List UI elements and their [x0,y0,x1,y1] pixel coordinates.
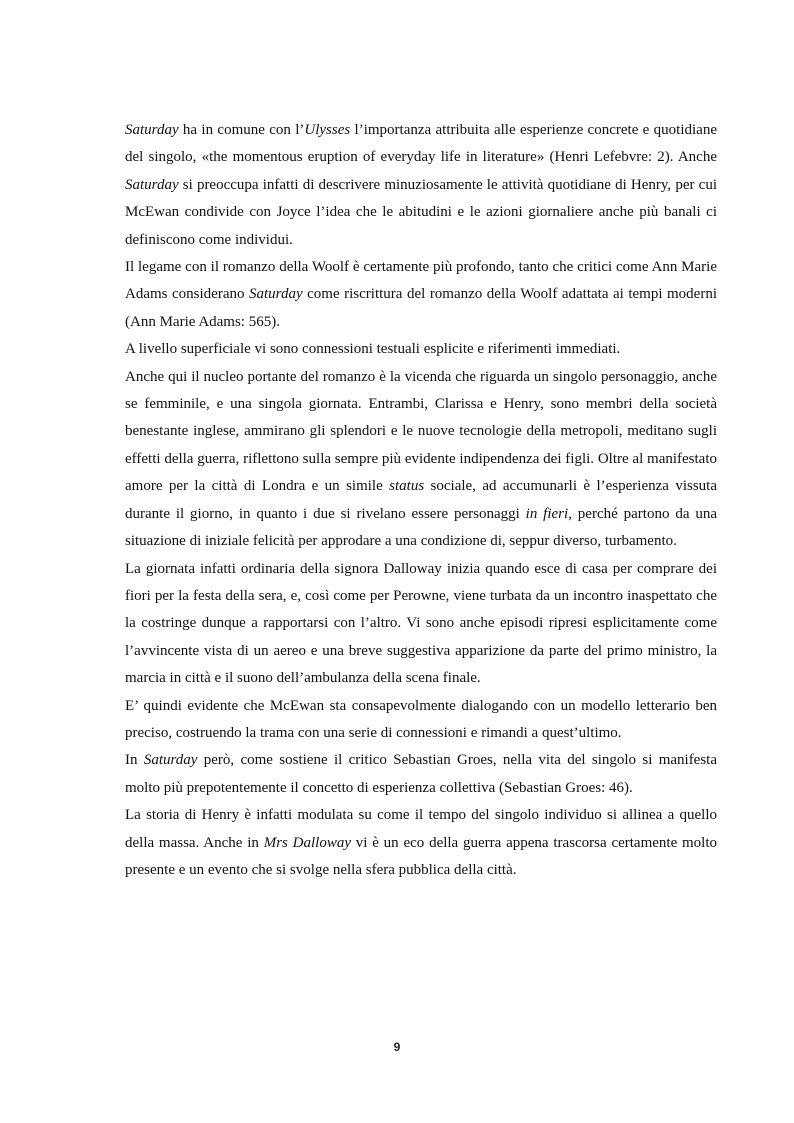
text-run: La storia di Henry è infatti modulata su come il tempo del singolo individuo si allinea a quello della massa. Anche in [125,807,717,851]
paragraph [125,556,717,693]
paragraph [125,364,717,556]
text-run: come riscrittura del romanzo della Woolf adattata ai tempi moderni (Ann Marie Adams: 565). [125,286,718,330]
italic-text: Saturday [125,176,179,193]
italic-text: status [389,478,425,495]
text-run: La giornata infatti ordinaria della signora Dalloway inizia quando esce di casa per comprare dei fiori per la festa della sera, e, così come per Perowne, viene turbata da un incontro inaspettato che la costringe dunque a rapportarsi con l’altro. Vi sono anche episodi ripresi esplicitamente come l’avvincente vista di un aereo e una breve suggestiva apparizione da parte del primo ministro, la marcia in città e il suono dell’ambulanza della scena finale. [125,560,717,687]
italic-text: Saturday [125,122,179,138]
text-run: vi è un eco della guerra appena trascorsa certamente molto presente e un evento che si svolge nella sfera pubblica della città. [125,834,718,878]
text-run: , perché partono da una situazione di iniziale felicità per approdare a una condizione di, seppur diverso, turbamento. [125,505,717,550]
italic-text: Saturday [143,752,198,769]
paragraph [125,254,717,336]
paragraph [125,117,717,254]
text-run: E’ quindi evidente che McEwan sta consapevolmente dialogando con un modello letterario ben preciso, costruendo la trama con una serie di connessioni e rimandi a quest’ultimo. [125,697,717,741]
text-run: però, come sostiene il critico Sebastian Groes, nella vita del singolo si manifesta molto più prepotentemente il concetto di esperienza collettiva (Sebastian Groes: 46). [125,752,718,796]
italic-text: Ulysses [304,122,351,138]
text-run: Il legame con il romanzo della Woolf è certamente più profondo, tanto che critici come Ann Marie Adams considerano [125,259,717,303]
paragraph [125,802,717,884]
text-run: l’importanza attribuita alle esperienze concrete e quotidiane del singolo, «the momentous eruption of everyday life in literature» (Henri Lefebvre: 2). Anche [125,122,717,166]
body-text [125,117,717,884]
text-run: Anche qui il nucleo portante del romanzo è la vicenda che riguarda un singolo personaggio, anche se femminile, e una singola giornata. Entrambi, Clarissa e Henry, sono membri della società benestante inglese, ammirano gli splendori e le nuove tecnologie della metropoli, meditano sugli effetti della guerra, riflettono sulla sempre più evidente indipendenza dei figli. Oltre al manifestato amore per la città di Londra e un simile [125,368,717,495]
text-run: ha in comune con l’ [178,122,305,138]
italic-text: Mrs Dalloway [263,834,351,851]
italic-text: in fieri [525,505,569,522]
paragraph [125,747,717,802]
paragraph [125,336,717,363]
page-number: 9 [393,1040,401,1054]
italic-text: Saturday [249,286,303,303]
text-run: A livello superficiale vi sono connessioni testuali esplicite e riferimenti immediati. [125,341,621,358]
text-run: In [125,752,144,769]
text-run: sociale, ad accumunarli è l’esperienza vissuta durante il giorno, in quanto i due si rivelano essere personaggi [125,478,717,522]
text-run: si preoccupa infatti di descrivere minuziosamente le attività quotidiane di Henry, per cui McEwan condivide con Joyce l’idea che le abitudini e le azioni giornaliere anche più banali ci definiscono come individui. [125,176,717,248]
paragraph [125,693,717,748]
